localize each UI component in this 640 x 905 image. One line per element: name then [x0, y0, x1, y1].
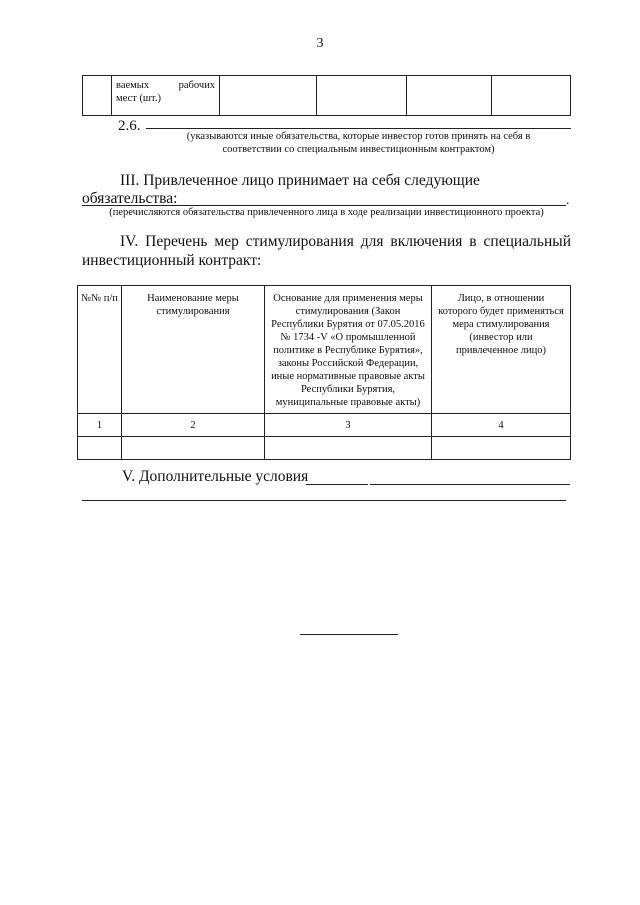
col-number-2: 2 — [122, 414, 265, 437]
table-row — [83, 76, 571, 116]
col-number-1: 1 — [78, 414, 122, 437]
section-3-note: (перечисляются обязательства привлеченного лица в ходе реализации инвестиционного проекта) — [109, 207, 544, 218]
row-label-line2: мест (шт.) — [116, 93, 161, 104]
table-cell-label — [112, 76, 220, 116]
section-3-heading: III. Привлеченное лицо принимает на себя следующие обязательства: — [82, 172, 480, 207]
section-3-fill-line — [82, 205, 566, 206]
table-cell — [83, 76, 112, 116]
section-5-fill-line-short — [306, 484, 368, 485]
table-row — [78, 437, 571, 460]
table-cell — [122, 437, 265, 460]
col-header-basis: Основание для применения меры стимулирования (Закон Республики Бурятия от 07.05.2016 № 1734 -V «О промышленной политике в Республике Бурятия», законы Российской Федерации, иные нормативные правовые акты Республики Бурятия, муниципальные правовые акты) — [265, 286, 432, 414]
table-cell — [78, 437, 122, 460]
section-5-heading: V. Дополнительные условия — [122, 468, 309, 485]
table-cell — [432, 437, 571, 460]
item-2-6-note-line1: (указываются иные обязательства, которые инвестор готов принять на себя в — [186, 131, 531, 142]
page-number: 3 — [316, 36, 324, 51]
table-cell — [265, 437, 432, 460]
col-header-person: Лицо, в отношении которого будет применяться мера стимулирования (инвестор или привлеченное лицо) — [432, 286, 571, 414]
row-label-line1: ваемых рабочих — [116, 80, 215, 91]
table-cell — [220, 76, 317, 116]
table-cell — [492, 76, 571, 116]
col-number-3: 3 — [265, 414, 432, 437]
section-3-end-dot: . — [566, 193, 570, 208]
table-header-row — [78, 286, 571, 414]
obligations-table-continuation — [82, 75, 571, 116]
col-header-number: №№ п/п — [78, 286, 122, 414]
item-2-6-number: 2.6. — [118, 118, 141, 134]
col-number-4: 4 — [432, 414, 571, 437]
section-5-fill-line-full — [82, 500, 566, 501]
closing-line — [300, 634, 398, 635]
column-numbers-row — [78, 414, 571, 437]
section-4-heading: IV. Перечень мер стимулирования для включения в специальный инвестиционный контракт: — [82, 233, 571, 269]
table-cell — [407, 76, 492, 116]
item-2-6-fill-line — [146, 128, 571, 129]
table-cell — [317, 76, 407, 116]
section-5-fill-line — [370, 484, 570, 485]
item-2-6-note-line2: соответствии со специальным инвестиционным контрактом) — [222, 144, 495, 155]
item-2-6-note — [146, 130, 571, 156]
col-header-measure-name: Наименование меры стимулирования — [122, 286, 265, 414]
incentives-table — [77, 285, 571, 460]
